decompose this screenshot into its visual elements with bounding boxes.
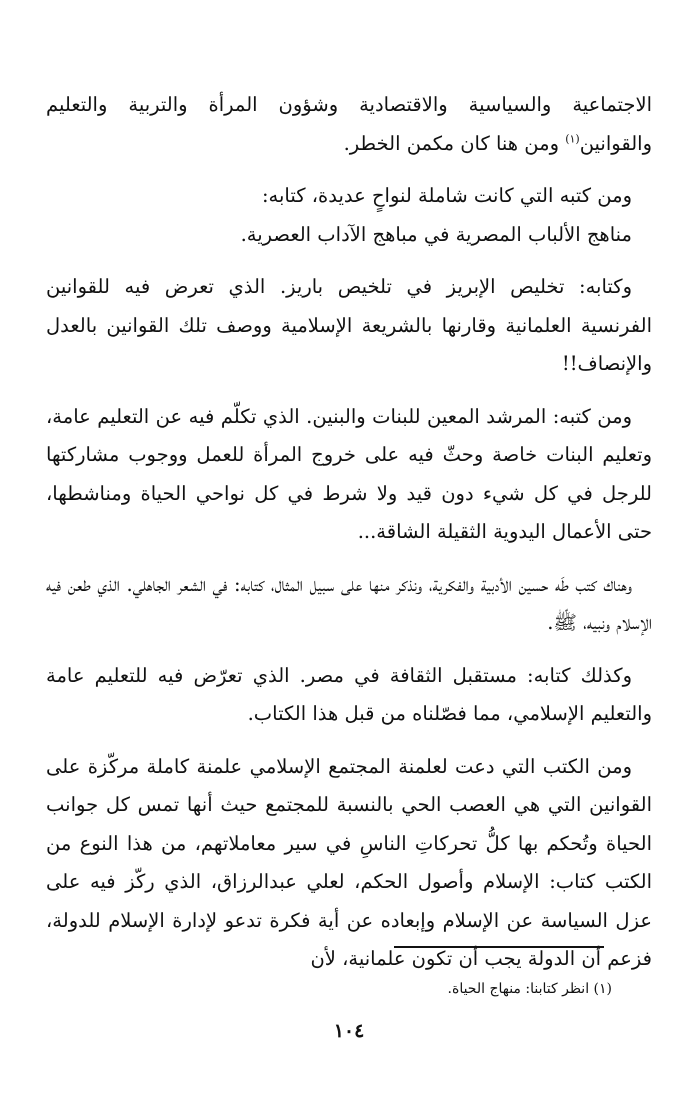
- paragraph-5: وهناك كتب طَه حسين الأدبية والفكرية، ونذكر منها على سبيل المثال، كتابه: في الشعر الجاهلي. الذي طعن فيه الإسلام ونبيه، ﷺ.: [46, 572, 652, 634]
- paragraph-4: ومن كتبه: المرشد المعين للبنات والبنين. الذي تكلّم فيه عن التعليم عامة، وتعليم البنات خاصة وحثّ فيه على خروج المرأة للعمل ووجوب مشاركتها للرجل في كل شيء دون قيد ولا شرط في كل نواحي الحياة ومناشطها، حتى الأعمال اليدوية الثقيلة الشاقة...: [46, 404, 652, 543]
- paragraph-3: وكتابه: تخليص الإبريز في تلخيص باريز. الذي تعرض فيه للقوانين الفرنسية العلمانية وقارنها بالشريعة الإسلامية ووصف تلك القوانين بالعدل والإنصاف!!: [46, 275, 652, 375]
- paragraph-6: وكذلك كتابه: مستقبل الثقافة في مصر. الذي تعرّض فيه للتعليم عامة والتعليم الإسلامي، مما فصّلناه من قبل هذا الكتاب.: [46, 663, 652, 725]
- paragraph-1-text-after: ومن هنا كان مكمن الخطر.: [343, 131, 566, 155]
- paragraph-1-text: الاجتماعية والسياسية والاقتصادية وشؤون المرأة والتربية والتعليم والقوانين: [46, 93, 652, 155]
- body-text: [46, 86, 652, 979]
- paragraph-2-book-title: مناهج الألباب المصرية في مباهج الآداب العصرية.: [240, 222, 632, 246]
- footnote-divider: [394, 946, 604, 948]
- paragraph-1: [46, 86, 652, 163]
- footnote: (١) انظر كتابنا: منهاج الحياة.: [447, 981, 612, 997]
- paragraph-2-intro: ومن كتبه التي كانت شاملة لنواحٍ عديدة، كتابه:: [261, 184, 632, 207]
- footnote-reference: (١): [565, 132, 580, 145]
- page-number: ١٠٤: [333, 1020, 365, 1042]
- paragraph-7: ومن الكتب التي دعت لعلمنة المجتمع الإسلامي علمنة كاملة مركّزة على القوانين التي هي العصب الحي بالنسبة للمجتمع حيث أنها تمس كل جوانب الحياة وتُحكم بها كلُّ تحركاتِ الناسِ في سير معاملاتهم، من هذا النوع من الكتب كتاب: الإسلام وأصول الحكم، لعلي عبدالرزاق، الذي ركّز فيه على عزل السياسة عن الإسلام وإبعاده عن أية فكرة تدعو لإدارة الإسلام للدولة، فزعم أن الدولة يجب أن تكون علمانية، لأن: [46, 754, 652, 970]
